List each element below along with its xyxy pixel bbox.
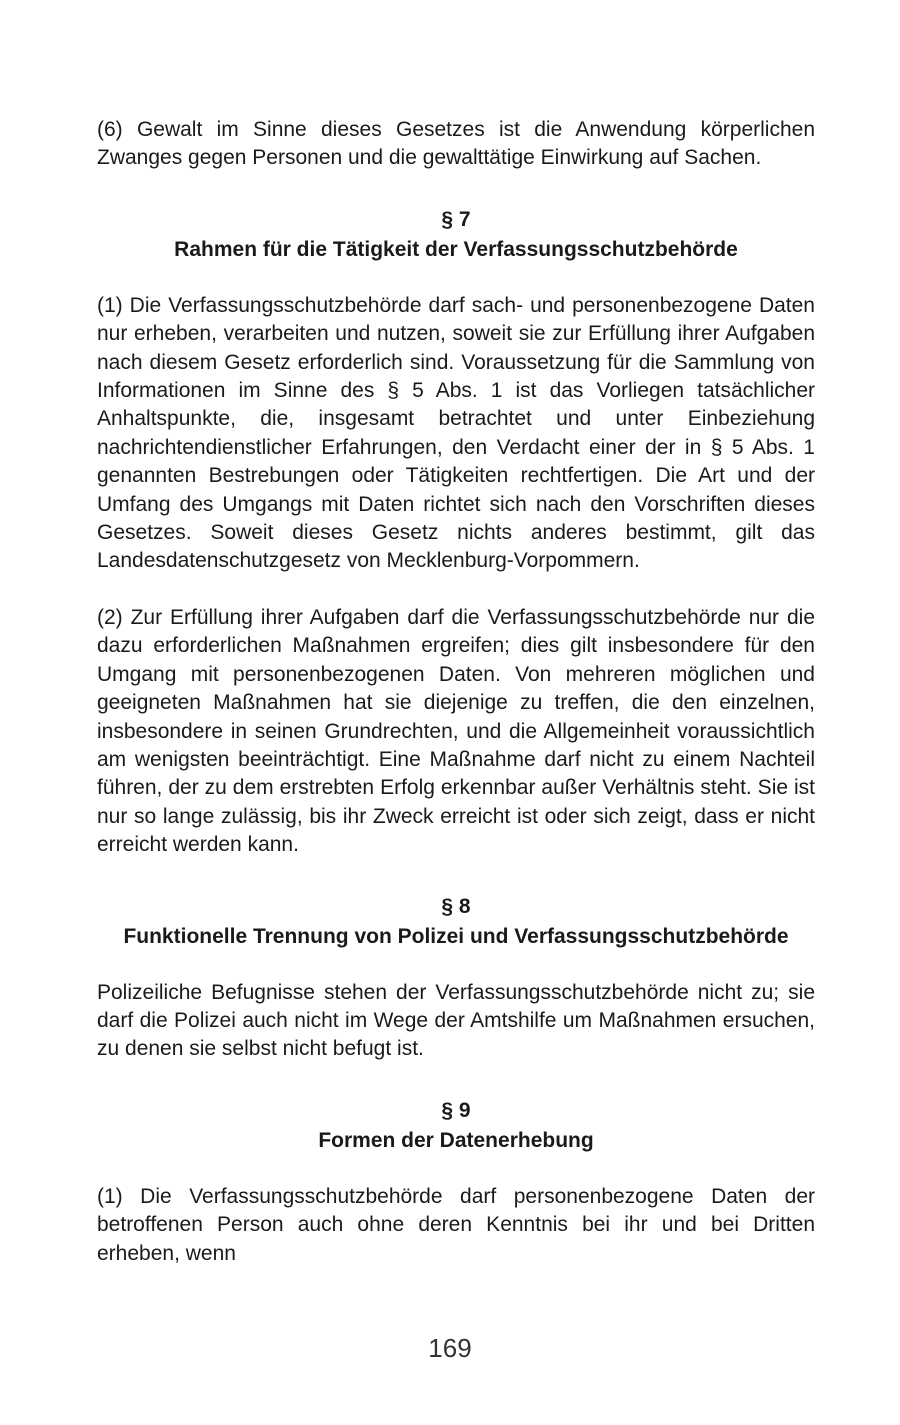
page-number: 169 <box>428 1333 472 1363</box>
section-7-paragraph-2: (2) Zur Erfüllung ihrer Aufgaben darf die Verfassungsschutzbehörde nur die dazu erforderlichen Maßnahmen ergreifen; dies gilt insbesondere für den Umgang mit personenbezogenen Daten. Von mehreren möglichen und geeigneten Maßnahmen hat sie diejenige zu treffen, die den einzelnen, insbesondere in seinen Grundrechten, und die Allgemeinheit voraussichtlich am wenigsten beeinträchtigt. Eine Maßnahme darf nicht zu einem Nachteil führen, der zu dem erstrebten Erfolg erkennbar außer Verhältnis steht. Sie ist nur so lange zulässig, bis ihr Zweck erreicht ist oder sich zeigt, dass er nicht erreicht werden kann. <box>97 605 815 857</box>
section-8-number: § 8 <box>441 894 471 918</box>
page-content <box>97 116 815 1268</box>
section-9-heading <box>97 1096 815 1156</box>
spacer <box>97 1064 815 1096</box>
spacer <box>97 576 815 604</box>
spacer <box>97 1156 815 1183</box>
section-7-paragraph-1: (1) Die Verfassungsschutzbehörde darf sach- und personenbezogene Daten nur erheben, verarbeiten und nutzen, soweit sie zur Erfüllung ihrer Aufgaben nach diesem Gesetz erforderlich sind. Voraussetzung für die Sammlung von Informationen im Sinne des § 5 Abs. 1 ist das Vorliegen tatsächlicher Anhaltspunkte, die, insgesamt betrachtet und unter Einbeziehung nachrichtendienstlicher Erfahrungen, den Verdacht einer der in § 5 Abs. 1 genannten Bestrebungen oder Tätigkeiten rechtfertigen. Die Art und der Umfang des Umgangs mit Daten richtet sich nach den Vorschriften dieses Gesetzes. Soweit dieses Gesetz nichts anderes bestimmt, gilt das Landesdatenschutzgesetz von Mecklenburg-Vorpommern. <box>97 293 815 573</box>
section-9-title: Formen der Datenerhebung <box>318 1128 594 1152</box>
section-7-heading <box>97 205 815 265</box>
section-8-paragraph: Polizeiliche Befugnisse stehen der Verfassungsschutzbehörde nicht zu; sie darf die Polizei auch nicht im Wege der Amtshilfe um Maßnahmen ersuchen, zu denen sie selbst nicht befugt ist. <box>97 980 815 1061</box>
section-8-title: Funktionelle Trennung von Polizei und Verfassungsschutzbehörde <box>123 924 789 948</box>
section-9-paragraph-1: (1) Die Verfassungsschutzbehörde darf personenbezogene Daten der betroffenen Person auch ohne deren Kenntnis bei ihr und bei Dritten erheben, wenn <box>97 1184 815 1265</box>
spacer <box>97 265 815 292</box>
spacer <box>97 952 815 979</box>
spacer <box>97 173 815 205</box>
paragraph-6: (6) Gewalt im Sinne dieses Gesetzes ist die Anwendung körperlichen Zwanges gegen Personen und die gewalttätige Einwirkung auf Sachen. <box>97 118 815 170</box>
section-7-number: § 7 <box>441 207 471 231</box>
spacer <box>97 860 815 892</box>
section-9-number: § 9 <box>441 1098 471 1122</box>
section-8-heading <box>97 892 815 952</box>
section-7-title: Rahmen für die Tätigkeit der Verfassungsschutzbehörde <box>174 237 738 261</box>
